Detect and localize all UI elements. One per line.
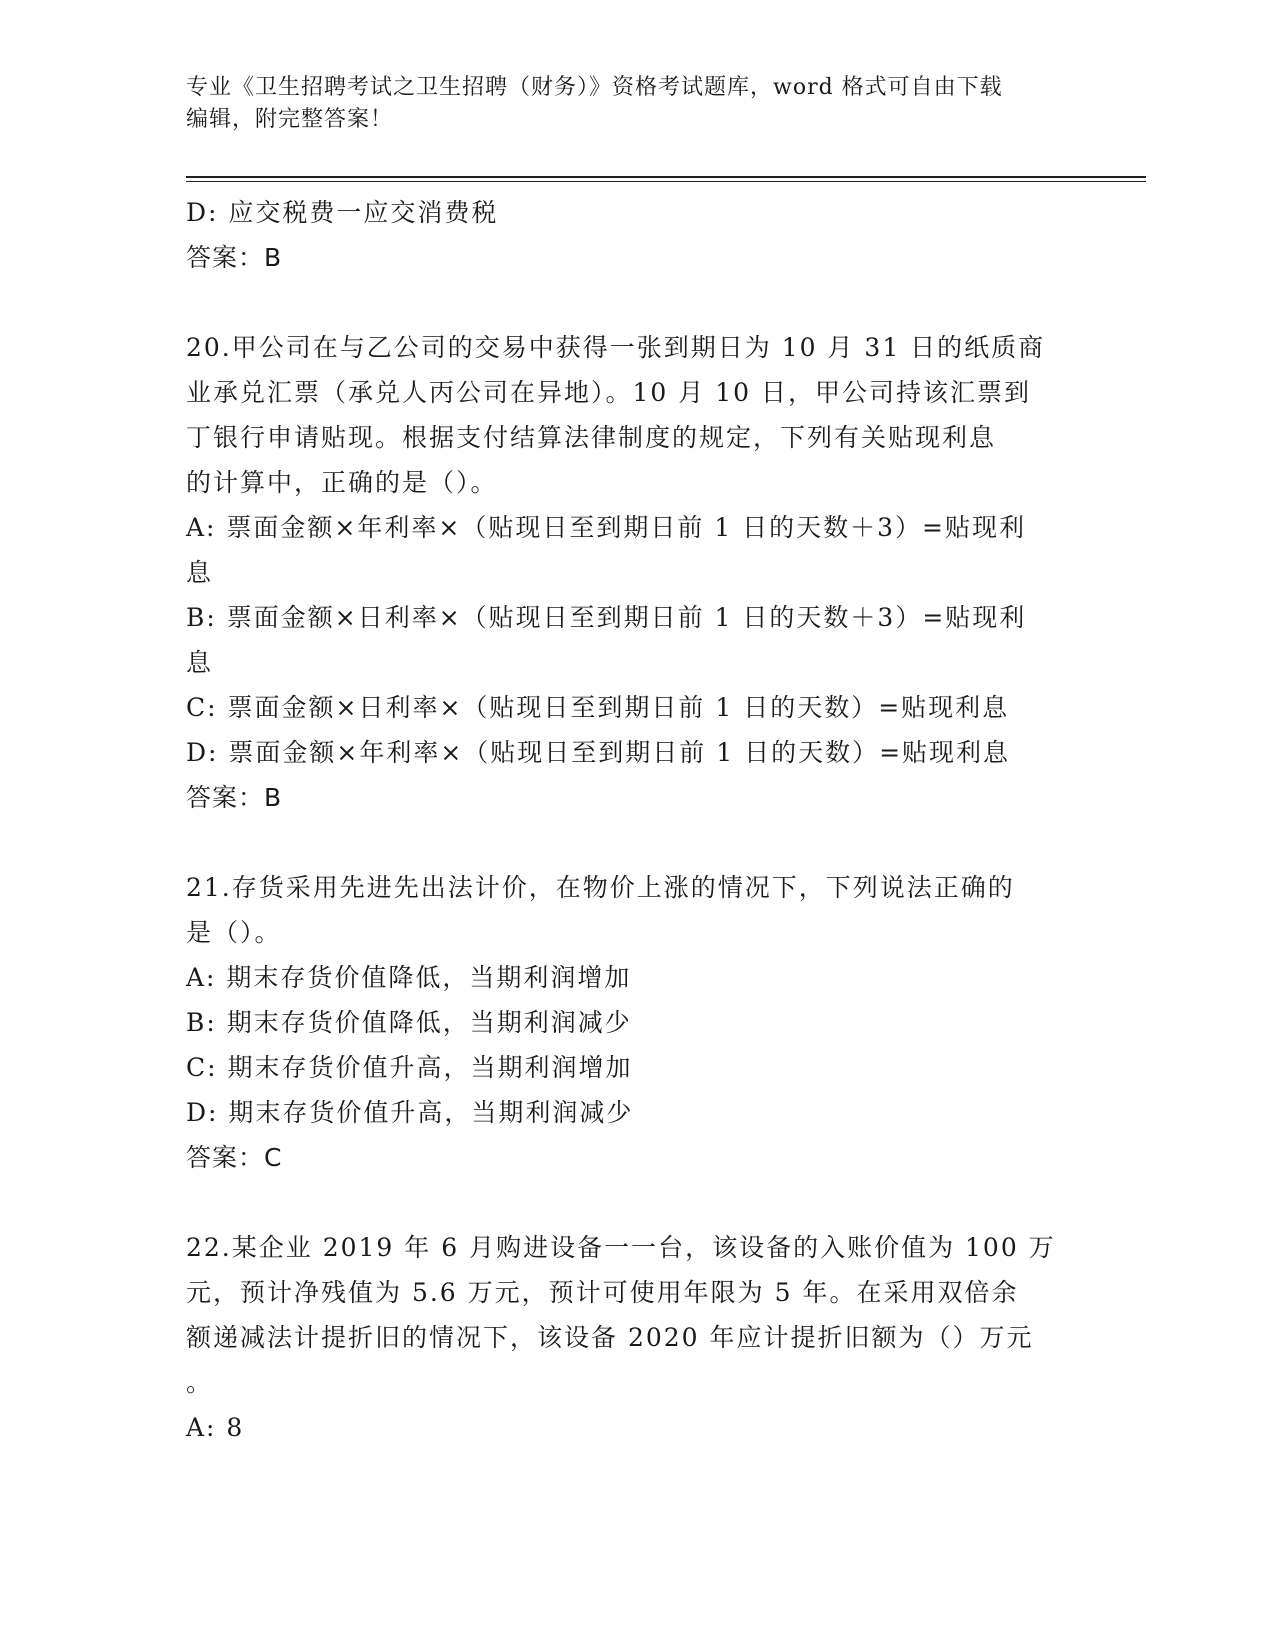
q21-answer: 答案：C [186,1143,283,1172]
q21-stem-line: 是（）。 [186,918,282,947]
q20-stem-line: 丁银行申请贴现。根据支付结算法律制度的规定，下列有关贴现利息 [186,423,997,452]
question-22 [186,1225,1086,1450]
q20-option-a-cont: 息 [186,558,214,587]
header-line-1: 专业《卫生招聘考试之卫生招聘（财务）》资格考试题库，word 格式可自由下载 [186,75,1003,100]
question-content [186,190,1086,1450]
q21-option-a: A: 期末存货价值降低，当期利润增加 [186,963,632,992]
q20-stem-line: 业承兑汇票（承兑人丙公司在异地）。10 月 10 日，甲公司持该汇票到 [186,378,1031,407]
q22-option-a: A: 8 [186,1413,245,1442]
prev-answer: 答案：B [186,243,283,272]
spacer [186,820,1086,865]
q20-stem-line: 20.甲公司在与乙公司的交易中获得一张到期日为 10 月 31 日的纸质商 [186,333,1046,362]
q22-stem-line: 元，预计净残值为 5.6 万元，预计可使用年限为 5 年。在采用双倍余 [186,1278,1019,1307]
header-divider-thin [186,181,1146,182]
question-20 [186,325,1086,820]
document-header [186,72,1086,136]
q20-option-c: C: 票面金额×日利率×（贴现日至到期日前 1 日的天数）=贴现利息 [186,693,1010,722]
header-line-2: 编辑，附完整答案！ [186,107,394,132]
q20-option-b: B: 票面金额×日利率×（贴现日至到期日前 1 日的天数＋3）=贴现利 [186,603,1027,632]
q20-option-d: D: 票面金额×年利率×（贴现日至到期日前 1 日的天数）=贴现利息 [186,738,1011,767]
q21-option-b: B: 期末存货价值降低，当期利润减少 [186,1008,632,1037]
q20-stem-line: 的计算中，正确的是（）。 [186,468,498,497]
q22-stem-line: 额递减法计提折旧的情况下，该设备 2020 年应计提折旧额为（）万元 [186,1323,1034,1352]
q21-option-d: D: 期末存货价值升高，当期利润减少 [186,1098,634,1127]
q20-option-b-cont: 息 [186,648,214,677]
q22-stem-line: 。 [186,1368,214,1397]
question-21 [186,865,1086,1180]
spacer [186,1180,1086,1225]
q21-stem-line: 21.存货采用先进先出法计价，在物价上涨的情况下，下列说法正确的 [186,873,1015,902]
q20-option-a: A: 票面金额×年利率×（贴现日至到期日前 1 日的天数＋3）=贴现利 [186,513,1026,542]
prev-option-d: D: 应交税费一应交消费税 [186,198,499,227]
q21-option-c: C: 期末存货价值升高，当期利润增加 [186,1053,633,1082]
q22-stem-line: 22.某企业 2019 年 6 月购进设备一一台，该设备的入账价值为 100 万 [186,1233,1056,1262]
q20-answer: 答案：B [186,783,283,812]
header-divider-thick [186,176,1146,178]
spacer [186,280,1086,325]
